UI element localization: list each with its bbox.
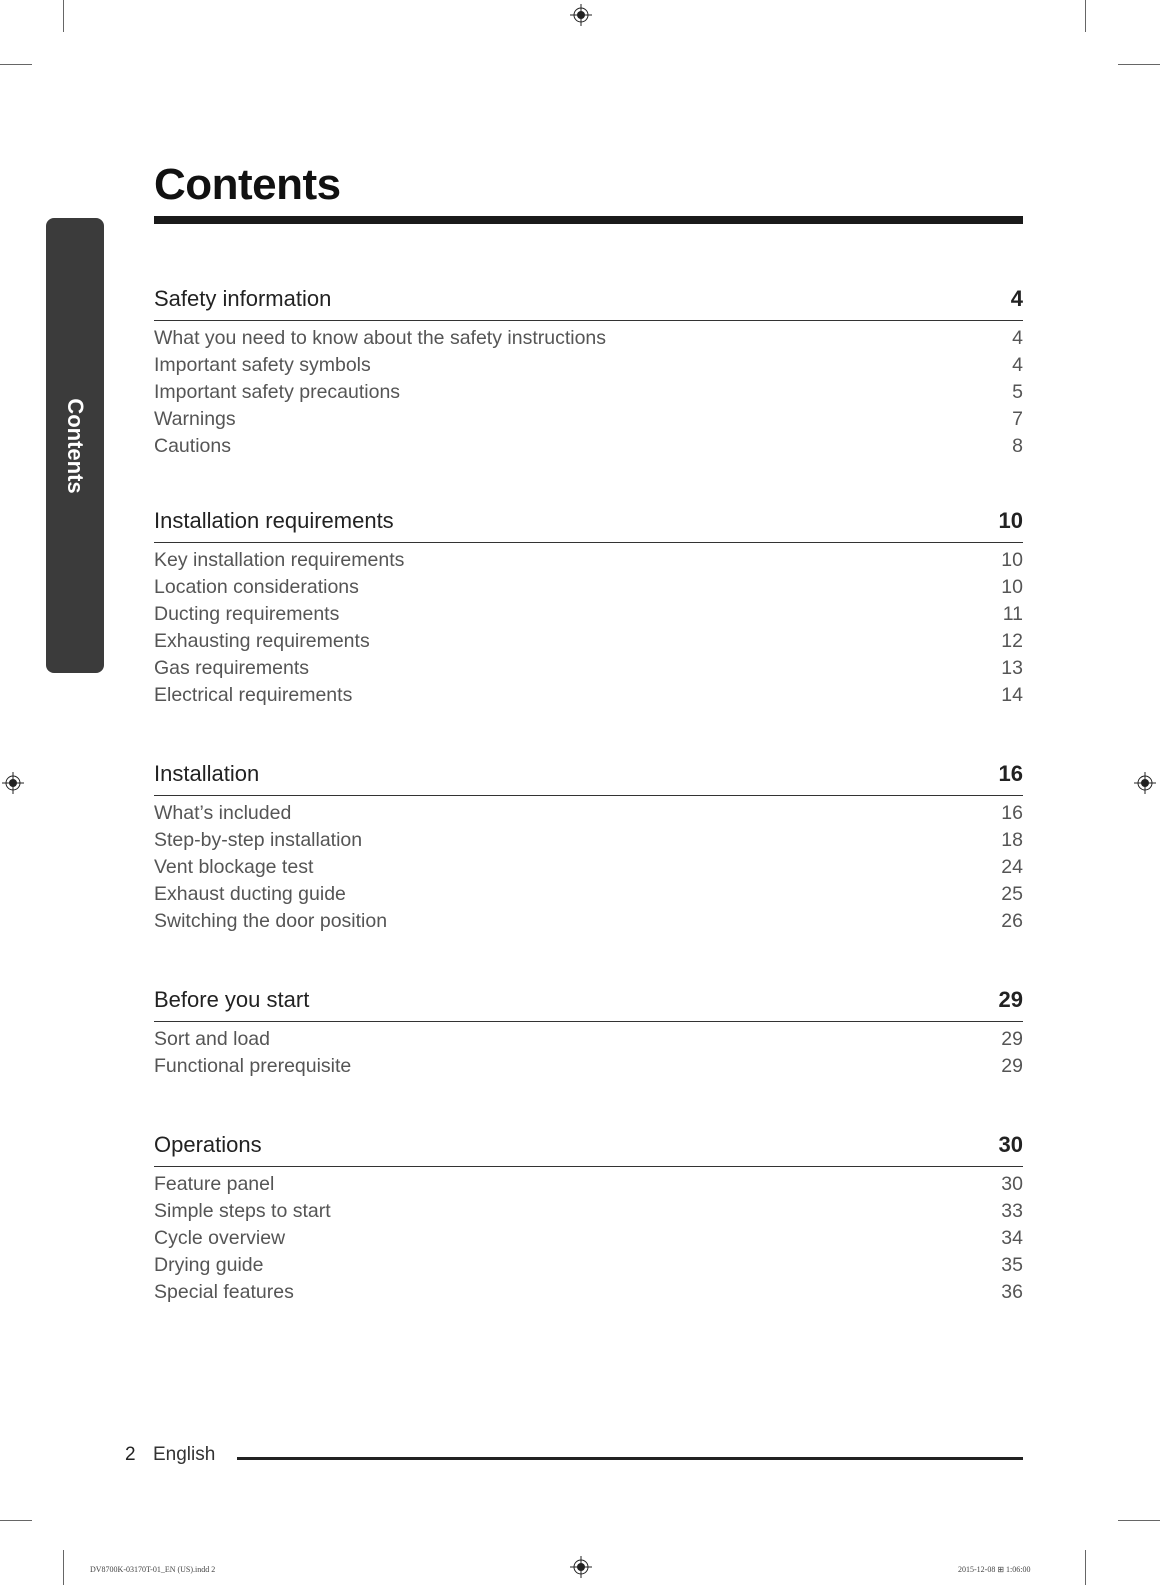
toc-item[interactable] bbox=[154, 1252, 1023, 1279]
toc-item-label: Exhausting requirements bbox=[154, 630, 370, 652]
toc-item[interactable] bbox=[154, 827, 1023, 854]
toc-item-label: Important safety precautions bbox=[154, 381, 401, 403]
toc-item[interactable] bbox=[154, 908, 1023, 935]
crop-mark bbox=[1118, 1520, 1160, 1521]
toc-section bbox=[154, 1132, 1023, 1306]
toc-item-label: Cautions bbox=[154, 435, 231, 457]
crop-mark bbox=[0, 64, 32, 65]
toc-section-title: Safety information bbox=[154, 286, 332, 311]
toc-item[interactable] bbox=[154, 433, 1023, 460]
toc-item[interactable] bbox=[154, 1053, 1023, 1080]
toc-item-page: 14 bbox=[1001, 684, 1023, 706]
toc-item[interactable] bbox=[154, 1198, 1023, 1225]
crop-mark bbox=[1118, 64, 1160, 65]
toc-item-label: Warnings bbox=[154, 408, 236, 430]
toc-item-page: 33 bbox=[1001, 1200, 1023, 1222]
crop-mark bbox=[0, 1520, 32, 1521]
toc-item[interactable] bbox=[154, 682, 1023, 709]
registration-mark-icon bbox=[1134, 772, 1156, 794]
toc-section-page: 30 bbox=[998, 1132, 1023, 1157]
toc-section-page: 10 bbox=[998, 508, 1023, 533]
crop-mark bbox=[1085, 1550, 1086, 1585]
toc-item[interactable] bbox=[154, 800, 1023, 827]
toc-item[interactable] bbox=[154, 1171, 1023, 1198]
side-tab bbox=[46, 218, 104, 673]
toc-item-page: 34 bbox=[1001, 1227, 1023, 1249]
toc-item-page: 16 bbox=[1001, 802, 1023, 824]
toc-item-label: Electrical requirements bbox=[154, 684, 353, 706]
toc-section-header[interactable] bbox=[154, 761, 1023, 796]
toc-item[interactable] bbox=[154, 628, 1023, 655]
toc-item-page: 12 bbox=[1001, 630, 1023, 652]
toc-item-page: 4 bbox=[1012, 354, 1023, 376]
toc-section-title: Installation bbox=[154, 761, 260, 786]
toc-section-title: Operations bbox=[154, 1132, 262, 1157]
toc-item-page: 30 bbox=[1001, 1173, 1023, 1195]
page-title: Contents bbox=[154, 160, 341, 209]
toc-item-label: Sort and load bbox=[154, 1028, 271, 1050]
toc-item-page: 29 bbox=[1001, 1028, 1023, 1050]
toc-item[interactable] bbox=[154, 1279, 1023, 1306]
footer-language: English bbox=[153, 1444, 216, 1465]
toc-section-header[interactable] bbox=[154, 508, 1023, 543]
toc-item-page: 8 bbox=[1012, 435, 1023, 457]
toc-item-page: 13 bbox=[1001, 657, 1023, 679]
toc-item-label: Important safety symbols bbox=[154, 354, 371, 376]
toc-section-title: Before you start bbox=[154, 987, 310, 1012]
page-number: 2 bbox=[125, 1444, 136, 1465]
toc-item-label: Drying guide bbox=[154, 1254, 264, 1276]
toc-item-label: Cycle overview bbox=[154, 1227, 286, 1249]
toc-item-label: Simple steps to start bbox=[154, 1200, 331, 1222]
table-of-contents bbox=[154, 286, 1023, 1358]
page-footer bbox=[125, 1444, 1023, 1474]
toc-item[interactable] bbox=[154, 574, 1023, 601]
toc-item-label: Step-by-step installation bbox=[154, 829, 363, 851]
toc-item-page: 7 bbox=[1012, 408, 1023, 430]
toc-item-page: 24 bbox=[1001, 856, 1023, 878]
toc-item-label: What’s included bbox=[154, 802, 292, 824]
toc-item-page: 5 bbox=[1012, 381, 1023, 403]
toc-item-page: 26 bbox=[1001, 910, 1023, 932]
toc-section-page: 16 bbox=[998, 761, 1023, 786]
toc-section-header[interactable] bbox=[154, 286, 1023, 321]
toc-section bbox=[154, 987, 1023, 1080]
crop-mark bbox=[63, 1550, 64, 1585]
toc-section-page: 4 bbox=[1010, 286, 1023, 311]
toc-section-header[interactable] bbox=[154, 1132, 1023, 1167]
toc-item-label: Location considerations bbox=[154, 576, 359, 598]
toc-item-page: 11 bbox=[1002, 603, 1023, 625]
toc-item-label: Exhaust ducting guide bbox=[154, 883, 346, 905]
toc-item[interactable] bbox=[154, 601, 1023, 628]
registration-mark-icon bbox=[570, 1556, 592, 1578]
toc-item[interactable] bbox=[154, 325, 1023, 352]
title-rule bbox=[154, 216, 1023, 224]
toc-item[interactable] bbox=[154, 881, 1023, 908]
toc-item-label: Functional prerequisite bbox=[154, 1055, 352, 1077]
print-slug-date: 2015-12-08 ⊞ 1:06:00 bbox=[958, 1565, 1031, 1574]
toc-item-label: Key installation requirements bbox=[154, 549, 405, 571]
toc-item-page: 18 bbox=[1001, 829, 1023, 851]
toc-item-label: Vent blockage test bbox=[154, 856, 314, 878]
toc-item-page: 25 bbox=[1001, 883, 1023, 905]
toc-item-label: Special features bbox=[154, 1281, 294, 1303]
toc-item-page: 35 bbox=[1001, 1254, 1023, 1276]
toc-item-label: Gas requirements bbox=[154, 657, 309, 679]
toc-item[interactable] bbox=[154, 655, 1023, 682]
crop-mark bbox=[1085, 0, 1086, 32]
toc-item-label: Feature panel bbox=[154, 1173, 275, 1195]
toc-item[interactable] bbox=[154, 854, 1023, 881]
toc-item-page: 10 bbox=[1001, 576, 1023, 598]
toc-item[interactable] bbox=[154, 1026, 1023, 1053]
print-slug-file: DV8700K-03170T-01_EN (US).indd 2 bbox=[90, 1565, 216, 1574]
toc-item-page: 10 bbox=[1001, 549, 1023, 571]
side-tab-label: Contents bbox=[63, 397, 88, 494]
footer-rule bbox=[237, 1457, 1023, 1460]
toc-section-page: 29 bbox=[998, 987, 1023, 1012]
toc-item-page: 36 bbox=[1001, 1281, 1023, 1303]
toc-item-label: Switching the door position bbox=[154, 910, 388, 932]
toc-item-page: 29 bbox=[1001, 1055, 1023, 1077]
toc-section-header[interactable] bbox=[154, 987, 1023, 1022]
toc-item[interactable] bbox=[154, 1225, 1023, 1252]
toc-item-label: Ducting requirements bbox=[154, 603, 340, 625]
toc-item[interactable] bbox=[154, 406, 1023, 433]
toc-section-title: Installation requirements bbox=[154, 508, 394, 533]
registration-mark-icon bbox=[2, 772, 24, 794]
toc-item-page: 4 bbox=[1012, 327, 1023, 349]
toc-section bbox=[154, 508, 1023, 709]
registration-mark-icon bbox=[570, 4, 592, 26]
toc-section bbox=[154, 761, 1023, 935]
toc-item-label: What you need to know about the safety instructions bbox=[154, 327, 607, 349]
toc-section bbox=[154, 286, 1023, 460]
toc-item[interactable] bbox=[154, 352, 1023, 379]
toc-item[interactable] bbox=[154, 547, 1023, 574]
crop-mark bbox=[63, 0, 64, 32]
toc-item[interactable] bbox=[154, 379, 1023, 406]
